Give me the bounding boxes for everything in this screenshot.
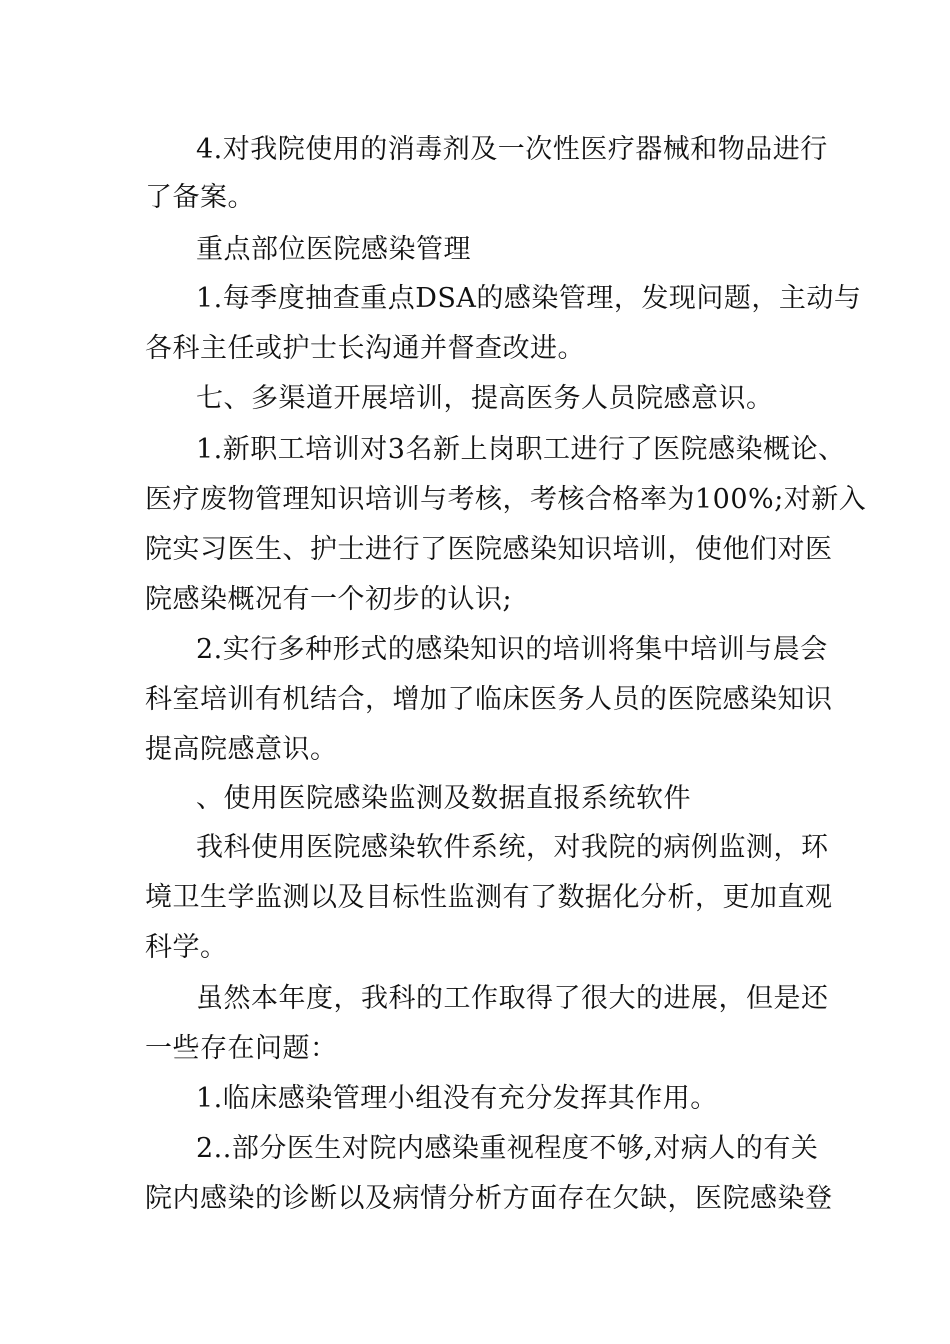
paragraph-line: 院实习医生、护士进行了医院感染知识培训，使他们对医 bbox=[145, 534, 833, 565]
paragraph-line: 提高院感意识。 bbox=[145, 734, 338, 765]
paragraph-line: 1.新职工培训对3名新上岗职工进行了医院感染概论、 bbox=[196, 434, 846, 465]
paragraph-line: 2.实行多种形式的感染知识的培训将集中培训与晨会 bbox=[196, 634, 828, 665]
paragraph-line: 院内感染的诊断以及病情分析方面存在欠缺，医院感染登 bbox=[145, 1183, 833, 1214]
paragraph-line: 院感染概况有一个初步的认识; bbox=[145, 584, 513, 615]
paragraph-line: 1.临床感染管理小组没有充分发挥其作用。 bbox=[196, 1083, 718, 1114]
section-heading: 七、多渠道开展培训，提高医务人员院感意识。 bbox=[196, 383, 774, 414]
paragraph-line: 2..部分医生对院内感染重视程度不够,对病人的有关 bbox=[196, 1133, 819, 1164]
section-heading: 、使用医院感染监测及数据直报系统软件 bbox=[196, 783, 691, 814]
paragraph-line: 虽然本年度，我科的工作取得了很大的进展，但是还 bbox=[196, 983, 829, 1014]
paragraph-line: 一些存在问题： bbox=[145, 1033, 338, 1064]
paragraph-line: 我科使用医院感染软件系统，对我院的病例监测，环 bbox=[196, 832, 829, 863]
paragraph-line: 1.每季度抽查重点DSA的感染管理，发现问题，主动与 bbox=[196, 283, 862, 314]
paragraph-line: 科学。 bbox=[145, 932, 228, 963]
section-heading: 重点部位医院感染管理 bbox=[196, 234, 471, 265]
paragraph-line: 了备案。 bbox=[145, 182, 255, 213]
paragraph-line: 科室培训有机结合，增加了临床医务人员的医院感染知识 bbox=[145, 684, 833, 715]
paragraph-line: 境卫生学监测以及目标性监测有了数据化分析，更加直观 bbox=[145, 882, 833, 913]
paragraph-line: 各科主任或护士长沟通并督查改进。 bbox=[145, 333, 585, 364]
paragraph-line: 医疗废物管理知识培训与考核，考核合格率为100%;对新入 bbox=[145, 484, 867, 515]
paragraph-line: 4.对我院使用的消毒剂及一次性医疗器械和物品进行 bbox=[196, 134, 828, 165]
